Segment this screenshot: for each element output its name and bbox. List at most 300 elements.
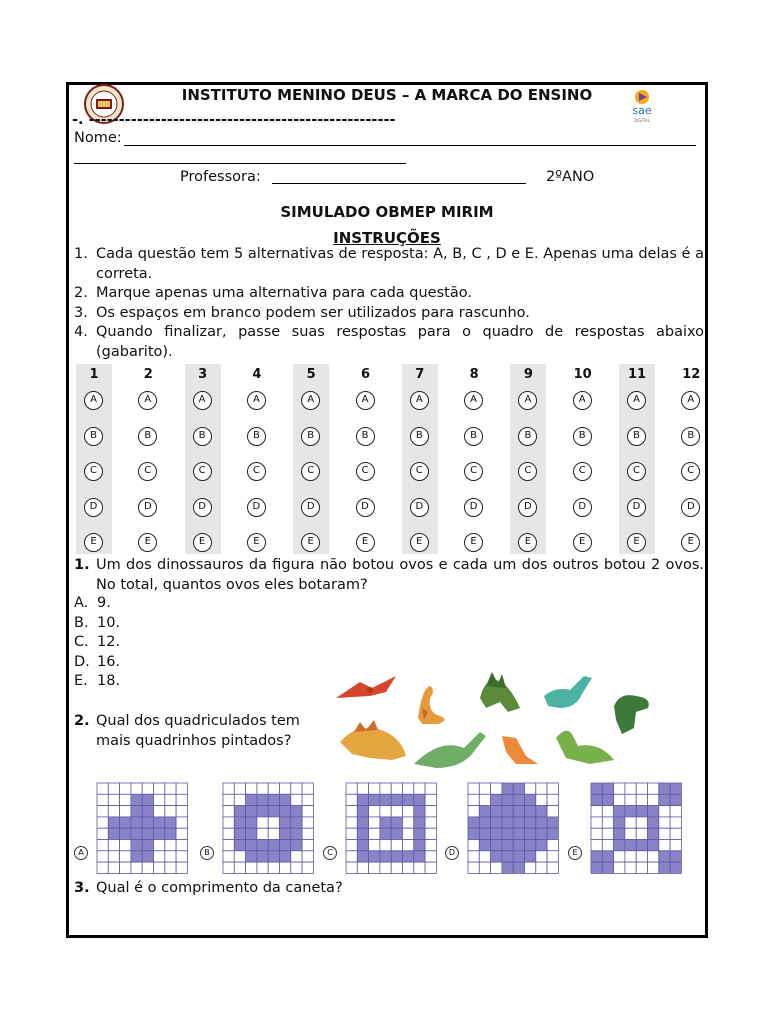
- grid-cell: [391, 851, 402, 862]
- answer-bubble[interactable]: D: [301, 498, 320, 517]
- grid-cell: [547, 840, 558, 851]
- grid-cell: [547, 851, 558, 862]
- grid-cell: [165, 862, 176, 873]
- grid-cell: [108, 794, 119, 805]
- answer-column: [510, 364, 546, 554]
- grid-cell: [357, 794, 368, 805]
- answer-bubble[interactable]: A: [410, 391, 429, 410]
- answer-bubble[interactable]: D: [464, 498, 483, 517]
- grid-cell: [246, 817, 257, 828]
- grid-cell: [414, 817, 425, 828]
- grid-cell: [536, 828, 547, 839]
- answer-column: [619, 364, 655, 554]
- answer-bubble[interactable]: B: [356, 427, 375, 446]
- answer-question-number: 3: [198, 367, 208, 382]
- grid-cell: [120, 806, 131, 817]
- grid-cell: [591, 862, 602, 873]
- grid-cell: [525, 806, 536, 817]
- grid-cell: [659, 862, 670, 873]
- grid-cell: [479, 840, 490, 851]
- grid-cell: [468, 851, 479, 862]
- grid-cell: [648, 828, 659, 839]
- grade-label: 2ºANO: [546, 169, 595, 185]
- answer-bubble[interactable]: B: [138, 427, 157, 446]
- answer-bubble[interactable]: A: [627, 391, 646, 410]
- answer-bubble[interactable]: B: [410, 427, 429, 446]
- grid-cell: [614, 783, 625, 794]
- grid-cell: [97, 783, 108, 794]
- grid-cell: [369, 851, 380, 862]
- answer-bubble[interactable]: E: [84, 533, 103, 552]
- answer-bubble[interactable]: B: [193, 427, 212, 446]
- answer-bubble[interactable]: A: [681, 391, 700, 410]
- answer-question-number: 12: [682, 367, 701, 382]
- grid-cell: [268, 862, 279, 873]
- grid-cell: [223, 828, 234, 839]
- answer-bubble[interactable]: D: [138, 498, 157, 517]
- grid-cell: [659, 806, 670, 817]
- grid-cell: [425, 806, 436, 817]
- answer-bubble[interactable]: A: [356, 391, 375, 410]
- grid-cell: [625, 806, 636, 817]
- answer-bubble[interactable]: D: [84, 498, 103, 517]
- answer-bubble[interactable]: B: [84, 427, 103, 446]
- grid-cell: [536, 817, 547, 828]
- grid-cell: [636, 862, 647, 873]
- grid-cell: [357, 783, 368, 794]
- answer-bubble[interactable]: B: [681, 427, 700, 446]
- grid-cell: [268, 794, 279, 805]
- grid-cell: [536, 851, 547, 862]
- grid-cell: [547, 862, 558, 873]
- grid-cell: [547, 817, 558, 828]
- answer-bubble[interactable]: E: [681, 533, 700, 552]
- answer-question-number: 9: [523, 367, 533, 382]
- grid-cell: [670, 828, 681, 839]
- grid-cell: [547, 794, 558, 805]
- grid-cell: [176, 817, 187, 828]
- grid-cell: [131, 794, 142, 805]
- dinosaurs-illustration: [330, 668, 670, 778]
- answer-question-number: 5: [306, 367, 316, 382]
- question-text-line1: Qual dos quadriculados tem: [96, 713, 300, 729]
- option-a[interactable]: A. 9.: [74, 595, 111, 611]
- question-1: [74, 556, 704, 595]
- grid-cell: [176, 806, 187, 817]
- grid-cell: [131, 828, 142, 839]
- grid-cell: [142, 828, 153, 839]
- grid-cell: [346, 817, 357, 828]
- grid-cell: [346, 840, 357, 851]
- grid-cell: [257, 862, 268, 873]
- grid-cell: [391, 806, 402, 817]
- grid-cell: [403, 794, 414, 805]
- answer-bubble[interactable]: A: [518, 391, 537, 410]
- answer-bubble[interactable]: A: [247, 391, 266, 410]
- grid-cell: [268, 828, 279, 839]
- answer-question-number: 2: [143, 367, 153, 382]
- answer-bubble[interactable]: C: [518, 462, 537, 481]
- grid-cell: [346, 806, 357, 817]
- grid-cell: [302, 817, 313, 828]
- grid-cell: [425, 794, 436, 805]
- answer-column: [76, 364, 112, 554]
- grid-cell: [425, 817, 436, 828]
- question-1-options: [74, 594, 120, 692]
- grid-cell: [625, 828, 636, 839]
- grid-cell: [165, 840, 176, 851]
- grid-cell: [154, 806, 165, 817]
- name-field-line-2[interactable]: [74, 163, 406, 164]
- grid-option-letter[interactable]: E: [568, 846, 582, 860]
- grid-cell: [302, 862, 313, 873]
- grid-cell: [403, 828, 414, 839]
- answer-bubble[interactable]: A: [573, 391, 592, 410]
- option-c[interactable]: C. 12.: [74, 634, 121, 651]
- answer-bubble[interactable]: E: [464, 533, 483, 552]
- grid-cell: [468, 806, 479, 817]
- grid-cell: [636, 828, 647, 839]
- grid-cell: [625, 862, 636, 873]
- instruction-item: 1. Cada questão tem 5 alternativas de resposta: A, B, C , D e E. Apenas uma delas é a correta.: [74, 246, 704, 282]
- grid-cell: [165, 828, 176, 839]
- grid-cell: [302, 806, 313, 817]
- grid-cell: [291, 794, 302, 805]
- grid-cell: [479, 783, 490, 794]
- answer-bubble[interactable]: B: [573, 427, 592, 446]
- grid-cell: [154, 851, 165, 862]
- answer-bubble[interactable]: E: [356, 533, 375, 552]
- grid-cell: [369, 794, 380, 805]
- answer-bubble[interactable]: C: [356, 462, 375, 481]
- grid-cell: [513, 851, 524, 862]
- grid-cell: [154, 783, 165, 794]
- grid-cell: [246, 806, 257, 817]
- answer-column: [293, 364, 329, 554]
- answer-bubble[interactable]: A: [193, 391, 212, 410]
- answer-bubble[interactable]: D: [247, 498, 266, 517]
- grid-cell: [234, 840, 245, 851]
- grid-cell: [234, 862, 245, 873]
- grid-cell: [525, 783, 536, 794]
- answer-bubble[interactable]: E: [301, 533, 320, 552]
- grid-cell: [625, 794, 636, 805]
- grid-cell: [120, 828, 131, 839]
- grid-cell: [670, 794, 681, 805]
- answer-bubble[interactable]: D: [627, 498, 646, 517]
- grid-cell: [414, 806, 425, 817]
- grid-cell: [120, 794, 131, 805]
- grid-cell: [502, 783, 513, 794]
- grid-cell: [120, 840, 131, 851]
- grid-cell: [357, 828, 368, 839]
- grid-cell: [223, 794, 234, 805]
- grid-cell: [403, 817, 414, 828]
- answer-bubble[interactable]: C: [247, 462, 266, 481]
- orange-dinosaur-icon: [418, 686, 445, 724]
- grid-cell: [246, 783, 257, 794]
- answer-bubble[interactable]: B: [518, 427, 537, 446]
- grid-cell: [625, 783, 636, 794]
- answer-bubble[interactable]: C: [627, 462, 646, 481]
- grid-cell: [357, 840, 368, 851]
- grid-cell: [176, 828, 187, 839]
- grid-cell: [280, 783, 291, 794]
- answer-bubble[interactable]: B: [247, 427, 266, 446]
- answer-question-number: 6: [360, 367, 371, 382]
- grid-cell: [468, 794, 479, 805]
- grid-cell: [403, 783, 414, 794]
- grid-cell: [491, 794, 502, 805]
- grid-cell: [425, 828, 436, 839]
- answer-bubble[interactable]: C: [301, 462, 320, 481]
- grid-cell: [246, 851, 257, 862]
- grid-cell: [257, 783, 268, 794]
- grid-cell: [636, 817, 647, 828]
- answer-bubble[interactable]: A: [138, 391, 157, 410]
- instructions-list: [74, 245, 704, 362]
- grid-cell: [648, 840, 659, 851]
- grid-cell: [154, 862, 165, 873]
- grid-cell: [513, 862, 524, 873]
- grid-cell: [120, 817, 131, 828]
- answer-bubble[interactable]: D: [518, 498, 537, 517]
- grid-cell: [280, 862, 291, 873]
- grid-cell: [165, 806, 176, 817]
- grid-option-letter[interactable]: C: [323, 846, 337, 860]
- grid-cell: [391, 862, 402, 873]
- answer-bubble[interactable]: E: [193, 533, 212, 552]
- grid-cell: [380, 840, 391, 851]
- grid-cell: [108, 862, 119, 873]
- question-2: [74, 712, 300, 751]
- grid-cell: [120, 862, 131, 873]
- header-dashes: -. ---------------------------------------------------: [72, 112, 396, 128]
- grid-cell: [176, 851, 187, 862]
- grid-cell: [97, 828, 108, 839]
- grid-cell: [280, 794, 291, 805]
- grid-cell: [131, 862, 142, 873]
- answer-bubble[interactable]: C: [138, 462, 157, 481]
- grid-cell: [468, 840, 479, 851]
- answer-bubble[interactable]: A: [301, 391, 320, 410]
- answer-bubble[interactable]: E: [247, 533, 266, 552]
- grid-cell: [425, 840, 436, 851]
- answer-bubble[interactable]: C: [464, 462, 483, 481]
- answer-column: [673, 364, 709, 554]
- grid-option-letter[interactable]: A: [74, 846, 88, 860]
- grid-cell: [670, 783, 681, 794]
- grid-cell: [120, 851, 131, 862]
- answer-bubble[interactable]: D: [356, 498, 375, 517]
- grid-cell: [425, 851, 436, 862]
- grid-cell: [369, 862, 380, 873]
- grid-cell: [648, 862, 659, 873]
- answer-bubble[interactable]: E: [627, 533, 646, 552]
- grid-cell: [536, 806, 547, 817]
- grid-cell: [591, 806, 602, 817]
- answer-bubble[interactable]: C: [681, 462, 700, 481]
- grid-cell: [479, 851, 490, 862]
- grid-cell: [468, 817, 479, 828]
- answer-question-number: 10: [573, 367, 592, 382]
- grid-cell: [223, 862, 234, 873]
- answer-bubble[interactable]: D: [681, 498, 700, 517]
- grid-cell: [414, 828, 425, 839]
- grid-cell: [468, 783, 479, 794]
- grid-cell: [591, 840, 602, 851]
- grid-figure-c: [345, 782, 437, 874]
- teacher-label: Professora:: [180, 169, 261, 185]
- grid-cell: [648, 851, 659, 862]
- answer-bubble[interactable]: B: [627, 427, 646, 446]
- answer-bubble[interactable]: C: [84, 462, 103, 481]
- grid-option-letter[interactable]: D: [445, 846, 459, 860]
- grid-cell: [142, 783, 153, 794]
- grid-cell: [670, 862, 681, 873]
- spinosaurus-icon: [480, 672, 520, 712]
- grid-cell: [108, 783, 119, 794]
- answer-bubble[interactable]: E: [518, 533, 537, 552]
- grid-cell: [614, 794, 625, 805]
- grid-cell: [491, 783, 502, 794]
- grid-cell: [234, 851, 245, 862]
- grid-cell: [346, 794, 357, 805]
- grid-cell: [602, 806, 613, 817]
- grid-cell: [302, 783, 313, 794]
- answer-bubble[interactable]: B: [464, 427, 483, 446]
- grid-cell: [346, 783, 357, 794]
- grid-cell: [403, 840, 414, 851]
- grid-cell: [97, 806, 108, 817]
- answer-column: [185, 364, 221, 554]
- grid-cell: [108, 828, 119, 839]
- grid-cell: [502, 840, 513, 851]
- grid-cell: [602, 840, 613, 851]
- grid-cell: [614, 840, 625, 851]
- grid-cell: [636, 840, 647, 851]
- grid-cell: [234, 828, 245, 839]
- answer-bubble[interactable]: B: [301, 427, 320, 446]
- grid-cell: [257, 806, 268, 817]
- grid-cell: [280, 828, 291, 839]
- option-e[interactable]: E. 18.: [74, 673, 121, 690]
- grid-cell: [97, 851, 108, 862]
- brachiosaurus-icon: [556, 731, 614, 764]
- grid-cell: [268, 783, 279, 794]
- grid-cell: [614, 862, 625, 873]
- answer-bubble[interactable]: E: [573, 533, 592, 552]
- grid-cell: [602, 828, 613, 839]
- grid-cell: [591, 817, 602, 828]
- grid-cell: [346, 862, 357, 873]
- grid-cell: [602, 794, 613, 805]
- grid-cell: [636, 806, 647, 817]
- grid-cell: [414, 783, 425, 794]
- grid-cell: [131, 817, 142, 828]
- grid-cell: [246, 862, 257, 873]
- grid-figure-a: [96, 782, 188, 874]
- grid-cell: [502, 828, 513, 839]
- grid-cell: [525, 862, 536, 873]
- grid-cell: [625, 851, 636, 862]
- grid-cell: [142, 794, 153, 805]
- grid-cell: [414, 851, 425, 862]
- grid-cell: [502, 794, 513, 805]
- instruction-item: 3. Os espaços em branco podem ser utilizados para rascunho.: [74, 304, 530, 321]
- grid-cell: [479, 862, 490, 873]
- answer-question-number: 1: [89, 367, 99, 382]
- grid-cell: [246, 828, 257, 839]
- grid-cell: [648, 817, 659, 828]
- instruction-item: 2. Marque apenas uma alternativa para cada questão.: [74, 285, 472, 301]
- name-field-line-1[interactable]: [124, 145, 696, 146]
- grid-cell: [97, 817, 108, 828]
- grid-cell: [491, 862, 502, 873]
- grid-cell: [591, 794, 602, 805]
- answer-bubble[interactable]: E: [138, 533, 157, 552]
- answer-bubble[interactable]: C: [193, 462, 212, 481]
- grid-cell: [165, 817, 176, 828]
- grid-cell: [602, 862, 613, 873]
- pterodactyl-icon: [336, 676, 396, 698]
- grid-cell: [425, 862, 436, 873]
- teacher-field-line[interactable]: [272, 183, 526, 184]
- grid-cell: [491, 851, 502, 862]
- grid-option-letter[interactable]: B: [200, 846, 214, 860]
- grid-cell: [302, 851, 313, 862]
- grid-cell: [142, 862, 153, 873]
- answer-sheet: [76, 364, 706, 554]
- grid-cell: [280, 851, 291, 862]
- grid-cell: [513, 828, 524, 839]
- grid-cell: [648, 783, 659, 794]
- answer-bubble[interactable]: D: [193, 498, 212, 517]
- trex-icon: [614, 695, 649, 734]
- grid-cell: [357, 851, 368, 862]
- grid-cell: [391, 828, 402, 839]
- answer-bubble[interactable]: C: [410, 462, 429, 481]
- grid-cell: [234, 817, 245, 828]
- grid-cell: [257, 817, 268, 828]
- grid-cell: [468, 828, 479, 839]
- grid-cell: [659, 794, 670, 805]
- grid-cell: [257, 794, 268, 805]
- grid-cell: [291, 817, 302, 828]
- grid-cell: [425, 783, 436, 794]
- answer-bubble[interactable]: E: [410, 533, 429, 552]
- grid-cell: [291, 862, 302, 873]
- answer-bubble[interactable]: A: [84, 391, 103, 410]
- answer-bubble[interactable]: D: [410, 498, 429, 517]
- option-d[interactable]: D. 16.: [74, 653, 121, 670]
- grid-cell: [536, 840, 547, 851]
- answer-bubble[interactable]: D: [573, 498, 592, 517]
- grid-cell: [257, 840, 268, 851]
- grid-cell: [380, 862, 391, 873]
- answer-bubble[interactable]: C: [573, 462, 592, 481]
- long-neck-dinosaur-icon: [414, 732, 486, 768]
- grid-cell: [280, 817, 291, 828]
- answer-bubble[interactable]: A: [464, 391, 483, 410]
- option-b[interactable]: B. 10.: [74, 614, 121, 631]
- grid-cell: [165, 783, 176, 794]
- grid-cell: [357, 862, 368, 873]
- grid-cell: [547, 828, 558, 839]
- grid-cell: [357, 806, 368, 817]
- grid-cell: [403, 851, 414, 862]
- grid-cell: [257, 828, 268, 839]
